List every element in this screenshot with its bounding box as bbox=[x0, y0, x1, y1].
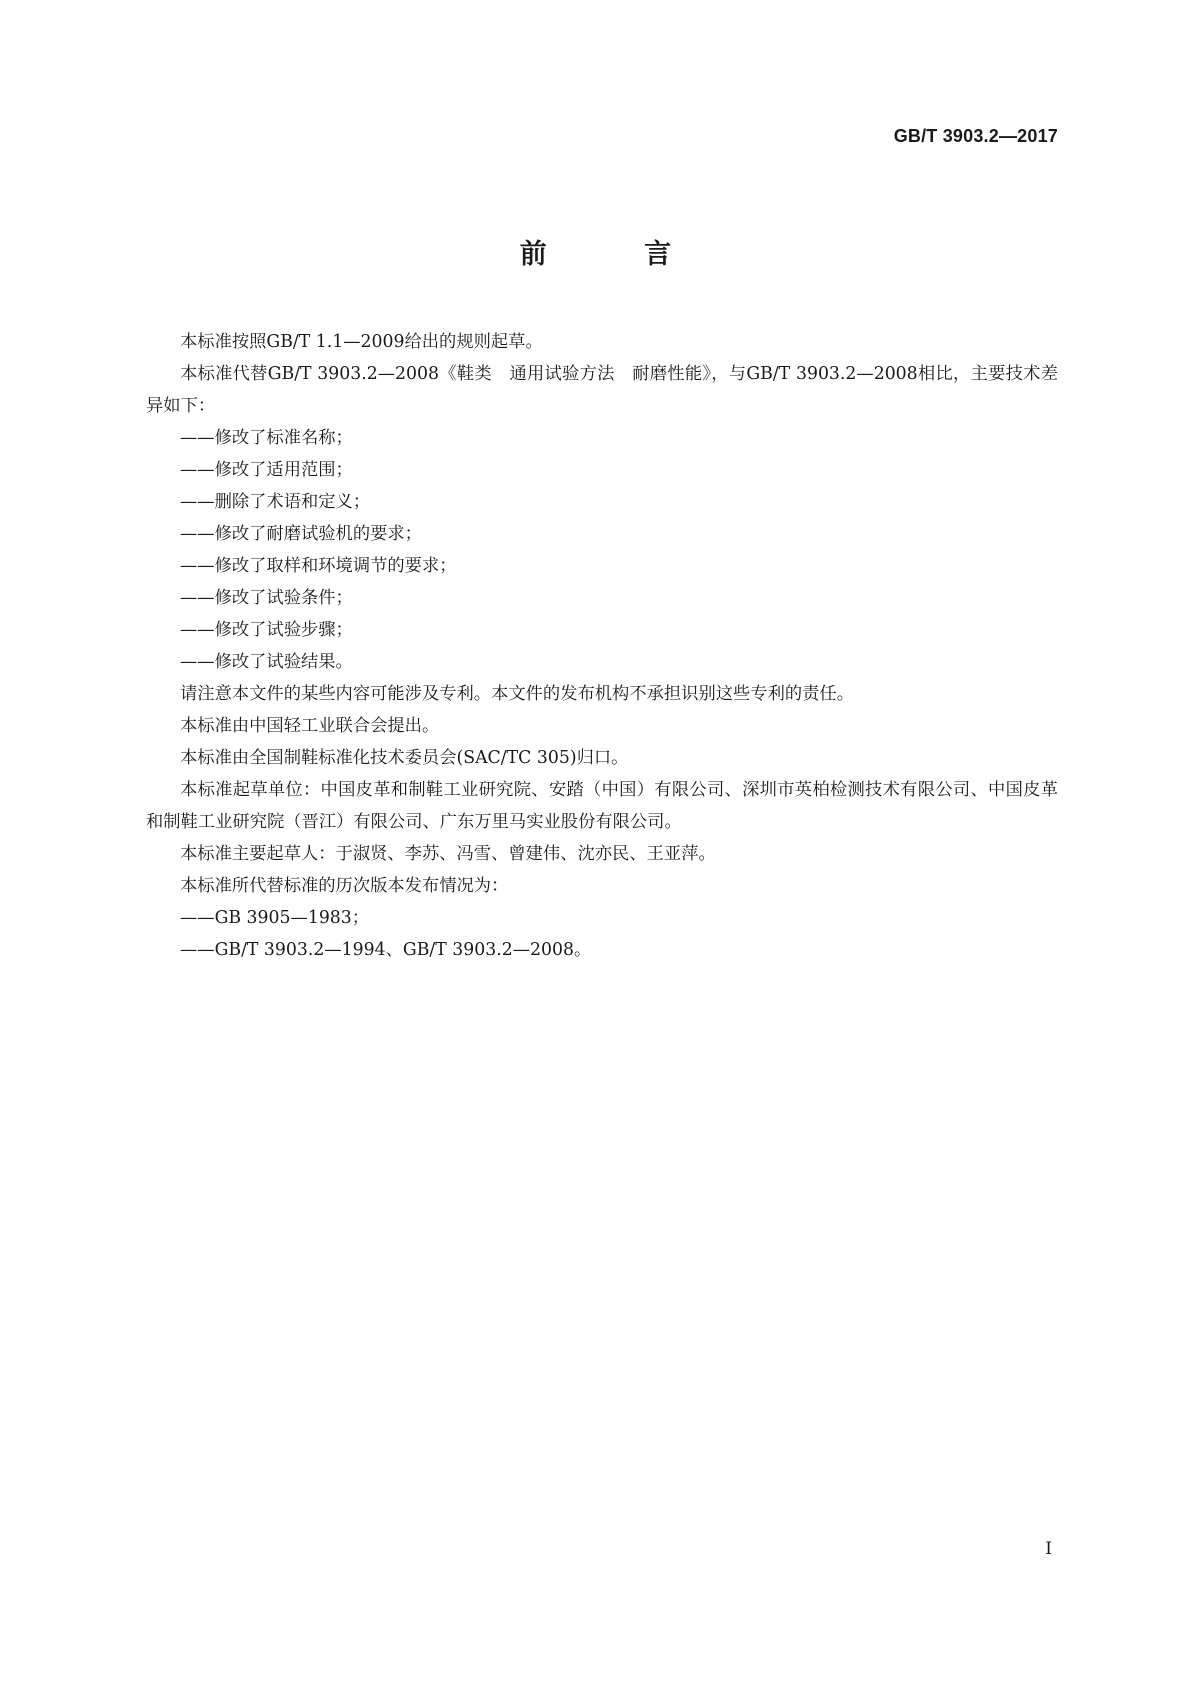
change-item: ——删除了术语和定义； bbox=[180, 492, 371, 512]
paragraph-drafting-units: 本标准起草单位：中国皮革和制鞋工业研究院、安踏（中国）有限公司、深圳市英柏检测技术有限公司、中国皮革和制鞋工业研究院（晋江）有限公司、广东万里马实业股份有限公司。 bbox=[146, 780, 1058, 832]
change-item: ——修改了取样和环境调节的要求； bbox=[180, 556, 457, 576]
change-item: ——修改了标准名称； bbox=[180, 428, 353, 448]
paragraph-history-intro: 本标准所代替标准的历次版本发布情况为： bbox=[180, 876, 509, 896]
paragraph-replacement: 本标准代替GB/T 3903.2—2008《鞋类 通用试验方法 耐磨性能》，与GB/T 3903.2—2008相比，主要技术差异如下： bbox=[146, 364, 1058, 416]
paragraph-patent-notice: 请注意本文件的某些内容可能涉及专利。本文件的发布机构不承担识别这些专利的责任。 bbox=[180, 684, 854, 704]
change-item: ——修改了耐磨试验机的要求； bbox=[180, 524, 422, 544]
page-title: 前 言 bbox=[519, 239, 716, 270]
paragraph-drafters: 本标准主要起草人：于淑贤、李苏、冯雪、曾建伟、沈亦民、王亚萍。 bbox=[180, 844, 716, 864]
history-item: ——GB/T 3903.2—1994、GB/T 3903.2—2008。 bbox=[180, 940, 592, 960]
paragraph-drafting-rules: 本标准按照GB/T 1.1—2009给出的规则起草。 bbox=[180, 332, 543, 352]
paragraph-committee: 本标准由全国制鞋标准化技术委员会(SAC/TC 305)归口。 bbox=[180, 748, 629, 768]
page-number: I bbox=[1045, 1539, 1052, 1559]
change-item: ——修改了试验条件； bbox=[180, 588, 353, 608]
change-item: ——修改了适用范围； bbox=[180, 460, 353, 480]
paragraph-proposer: 本标准由中国轻工业联合会提出。 bbox=[180, 716, 440, 736]
standard-code: GB/T 3903.2—2017 bbox=[893, 126, 1058, 146]
change-item: ——修改了试验步骤； bbox=[180, 620, 353, 640]
history-item: ——GB 3905—1983； bbox=[180, 908, 370, 928]
foreword-body bbox=[146, 326, 1058, 966]
change-item: ——修改了试验结果。 bbox=[180, 652, 353, 672]
